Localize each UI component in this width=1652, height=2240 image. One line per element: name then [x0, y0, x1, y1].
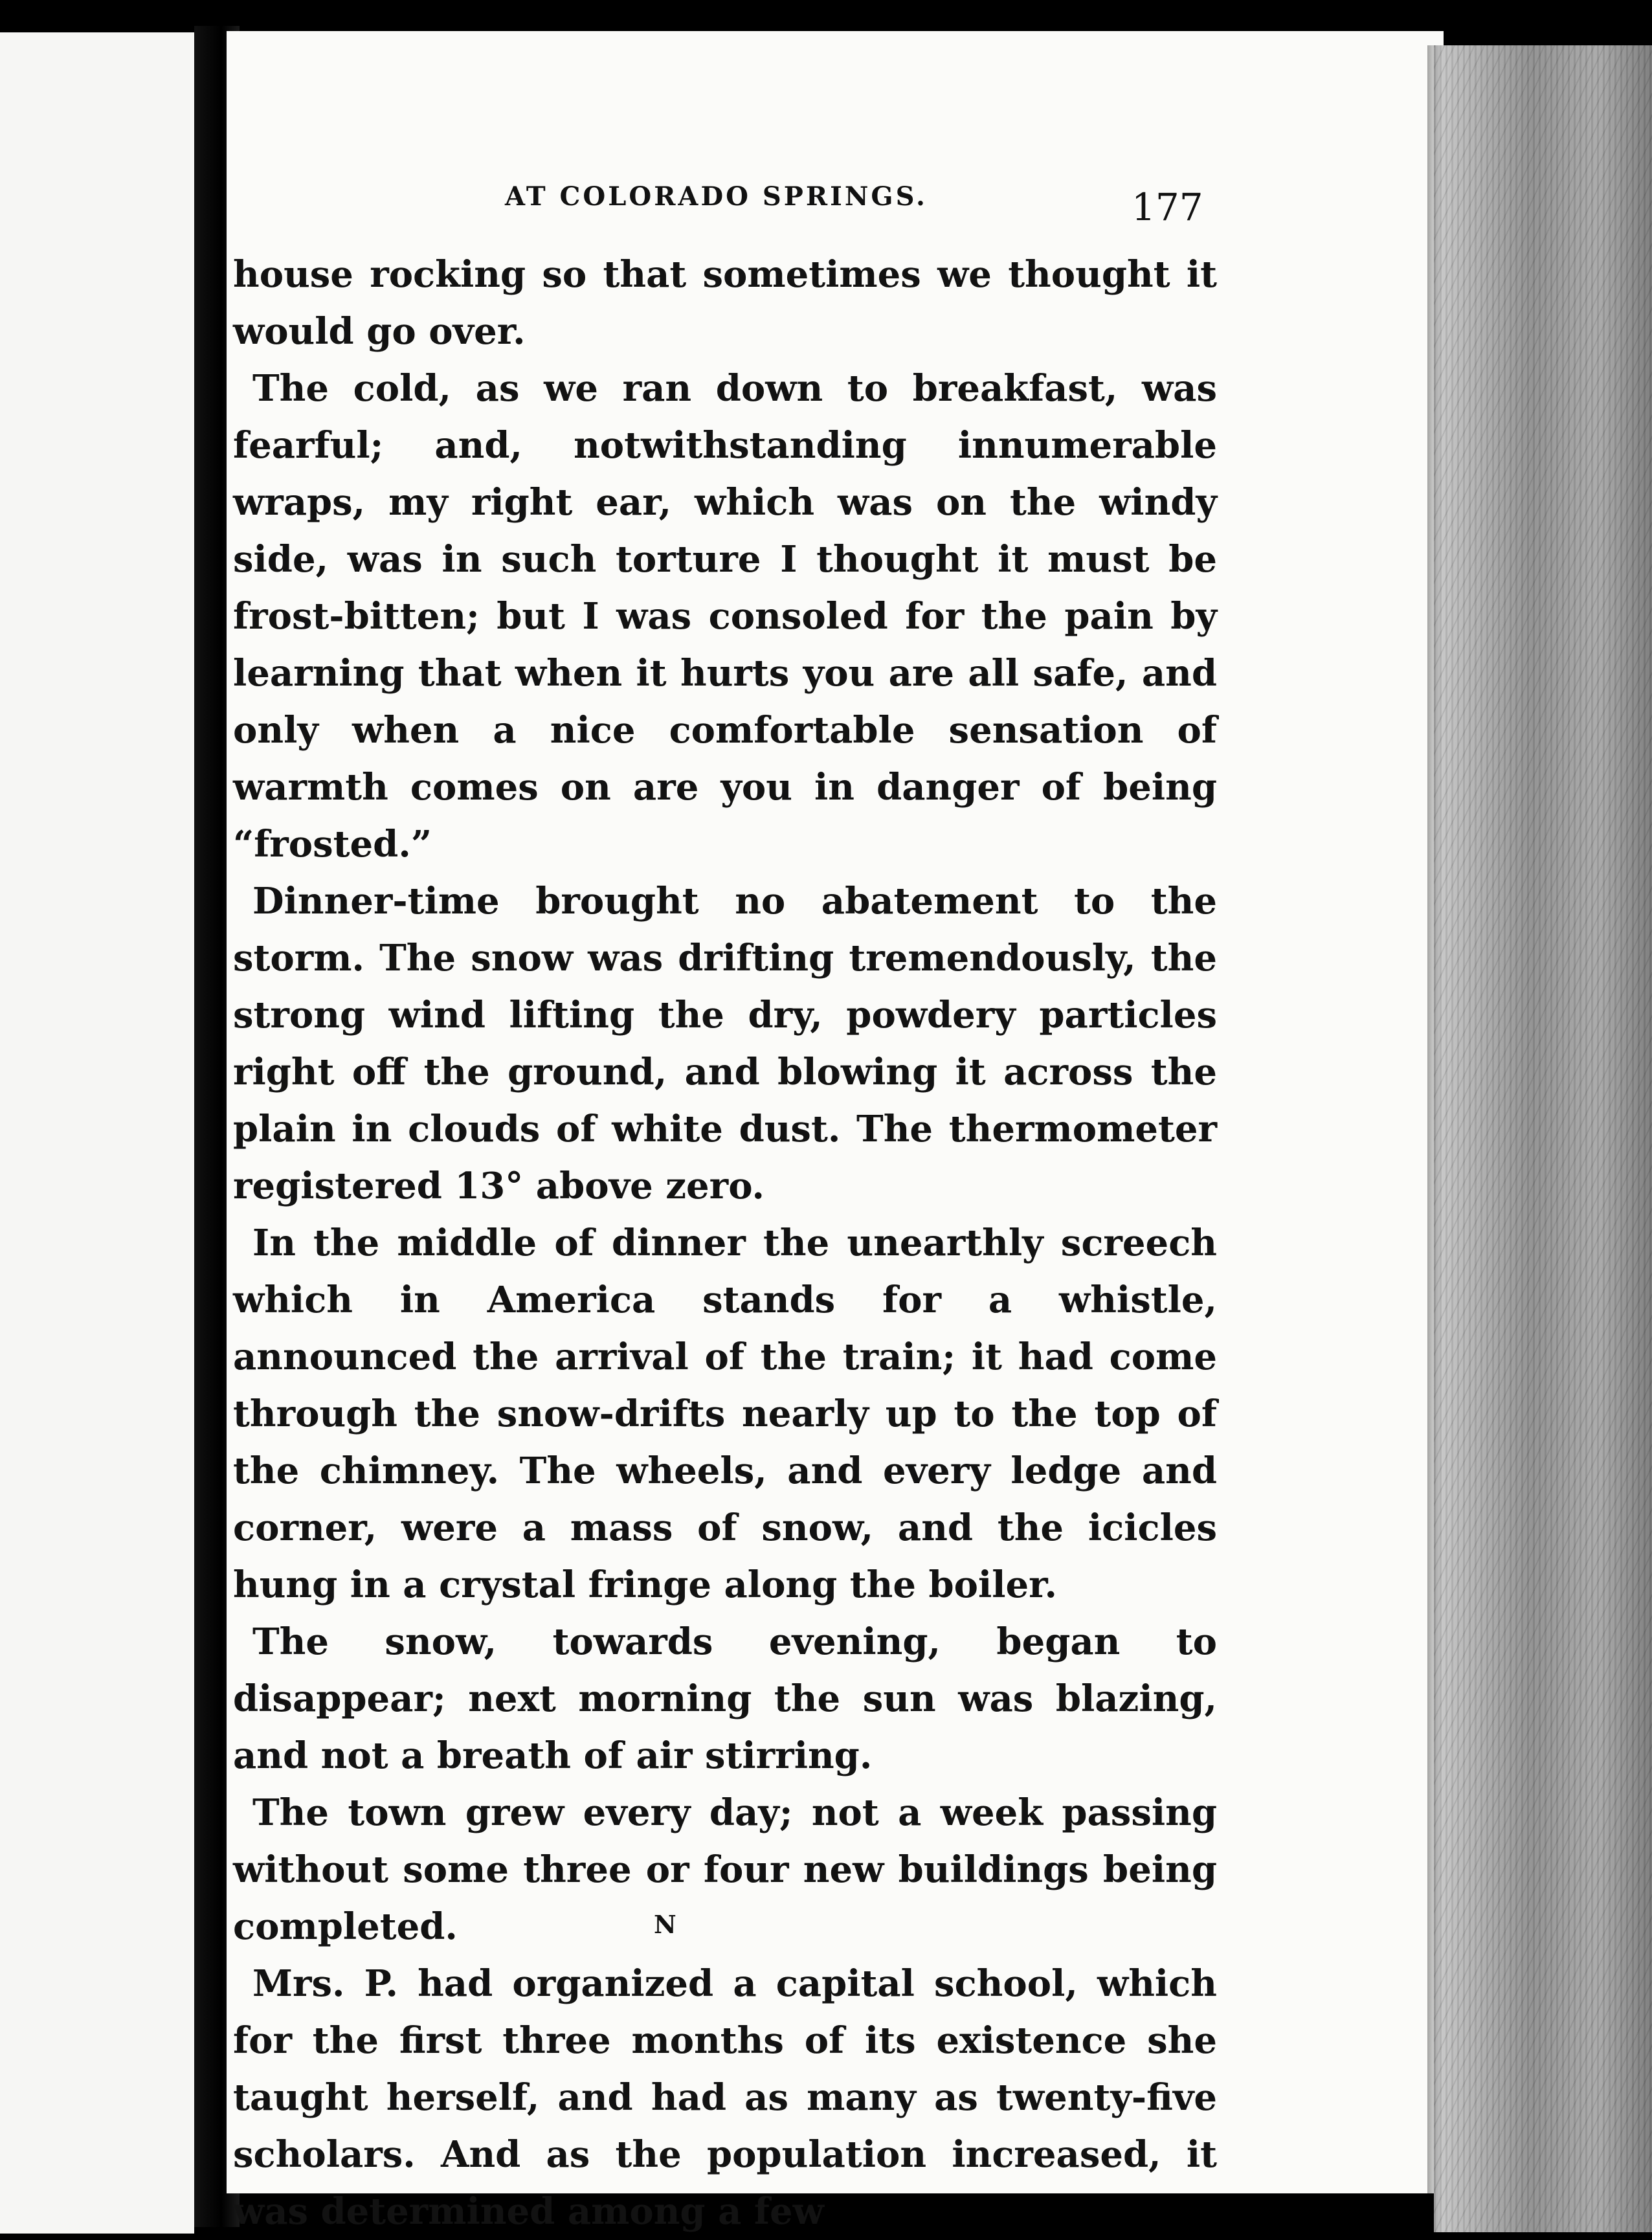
paragraph: Mrs. P. had organized a capital school, which for the first three months of its existence she taught herself, and had as many as twenty-five scholars. And as the population increased, it was determined among a few — [233, 1962, 1217, 2233]
fore-edge-shadow — [1427, 45, 1442, 2232]
page-body — [233, 246, 1217, 2240]
paragraph: The snow, towards evening, began to disappear; next morning the sun was blazing, and not a breath of air stirring. — [233, 1620, 1217, 1777]
paragraph: Dinner-time brought no abatement to the storm. The snow was drifting tremendously, the strong wind lifting the dry, powdery particles right off the ground, and blowing it across the plain in clouds of white dust. The thermometer registered 13° above zero. — [233, 880, 1217, 1207]
paragraph: house rocking so that sometimes we thought it would go over. — [233, 253, 1217, 353]
book-fore-edge — [1434, 45, 1652, 2232]
paragraph: In the middle of dinner the unearthly screech which in America stands for a whistle, announced the arrival of the train; it had come through the snow-drifts nearly up to the top of the chimney. The wheels, and every ledge and corner, were a mass of snow, and the icicles hung in a crystal fringe along the boiler. — [233, 1222, 1217, 1606]
page-number: 177 — [1132, 185, 1203, 229]
previous-page-edge — [0, 32, 194, 2234]
paragraph: The town grew every day; not a week passing without some three or four new buildings being completed. — [233, 1791, 1217, 1948]
signature-mark: N — [654, 1910, 676, 1939]
paragraph: The cold, as we ran down to breakfast, was fearful; and, notwithstanding innumerable wraps, my right ear, which was on the windy side, was in such torture I thought it must be frost-bitten; but I was consoled for the pain by learning that when it hurts you are all safe, and only when a nice comfortable sensation of warmth comes on are you in danger of being “frosted.” — [233, 367, 1217, 866]
running-head: AT COLORADO SPRINGS. — [505, 181, 928, 212]
